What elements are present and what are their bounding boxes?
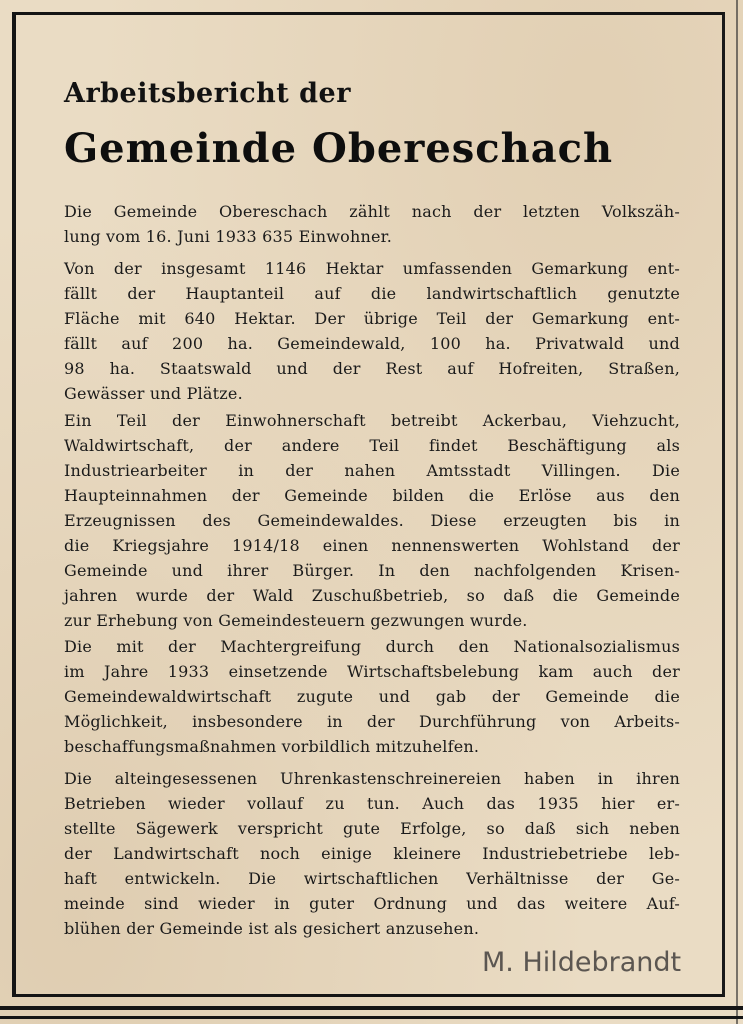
article-title-line-1: Arbeitsbericht der — [64, 78, 351, 109]
text-line: 98 ha. Staatswald und der Rest auf Hofreiten, Straßen, — [64, 359, 680, 378]
text-line: lung vom 16. Juni 1933 635 Einwohner. — [64, 227, 393, 246]
text-line: die Kriegsjahre 1914/18 einen nennenswerten Wohlstand der — [64, 536, 680, 555]
text-line: Die mit der Machtergreifung durch den Nationalsozialismus — [64, 637, 680, 656]
bottom-rule — [0, 1016, 743, 1019]
text-line: Gewässer und Plätze. — [64, 384, 243, 403]
bottom-rule — [0, 1006, 743, 1010]
page-edge — [736, 0, 738, 1024]
text-line: der Landwirtschaft noch einige kleinere Industriebetriebe leb- — [64, 844, 680, 863]
article-title-line-2: Gemeinde Obereschach — [64, 125, 614, 172]
text-line: Industriearbeiter in der nahen Amtsstadt Villingen. Die — [64, 461, 680, 480]
text-line: Gemeindewaldwirtschaft zugute und gab der Gemeinde die — [64, 687, 680, 706]
text-line: fällt auf 200 ha. Gemeindewald, 100 ha. Privatwald und — [64, 334, 680, 353]
text-line: jahren wurde der Wald Zuschußbetrieb, so daß die Gemeinde — [64, 586, 680, 605]
watermark: M. Hildebrandt — [482, 947, 682, 978]
text-line: Die Gemeinde Obereschach zählt nach der letzten Volkszäh- — [64, 202, 680, 221]
text-line: Fläche mit 640 Hektar. Der übrige Teil der Gemarkung ent- — [64, 309, 680, 328]
text-line: Von der insgesamt 1146 Hektar umfassenden Gemarkung ent- — [64, 259, 680, 278]
text-line: Erzeugnissen des Gemeindewaldes. Diese erzeugten bis in — [64, 511, 680, 530]
text-line: im Jahre 1933 einsetzende Wirtschaftsbelebung kam auch der — [64, 662, 680, 681]
text-line: Betrieben wieder vollauf zu tun. Auch das 1935 hier er- — [64, 794, 680, 813]
text-line: blühen der Gemeinde ist als gesichert anzusehen. — [64, 919, 480, 938]
text-line: Die alteingesessenen Uhrenkastenschreinereien haben in ihren — [64, 769, 680, 788]
text-line: Gemeinde und ihrer Bürger. In den nachfolgenden Krisen- — [64, 561, 680, 580]
text-line: zur Erhebung von Gemeindesteuern gezwungen wurde. — [64, 611, 528, 630]
text-line: Waldwirtschaft, der andere Teil findet Beschäftigung als — [64, 436, 680, 455]
text-line: stellte Sägewerk verspricht gute Erfolge, so daß sich neben — [64, 819, 680, 838]
text-line: haft entwickeln. Die wirtschaftlichen Verhältnisse der Ge- — [64, 869, 680, 888]
text-line: Möglichkeit, insbesondere in der Durchführung von Arbeits- — [64, 712, 680, 731]
text-line: beschaffungsmaßnahmen vorbildlich mitzuhelfen. — [64, 737, 480, 756]
text-line: meinde sind wieder in guter Ordnung und das weitere Auf- — [64, 894, 680, 913]
text-line: fällt der Hauptanteil auf die landwirtschaftlich genutzte — [64, 284, 680, 303]
text-line: Haupteinnahmen der Gemeinde bilden die Erlöse aus den — [64, 486, 680, 505]
text-line: Ein Teil der Einwohnerschaft betreibt Ackerbau, Viehzucht, — [64, 411, 680, 430]
